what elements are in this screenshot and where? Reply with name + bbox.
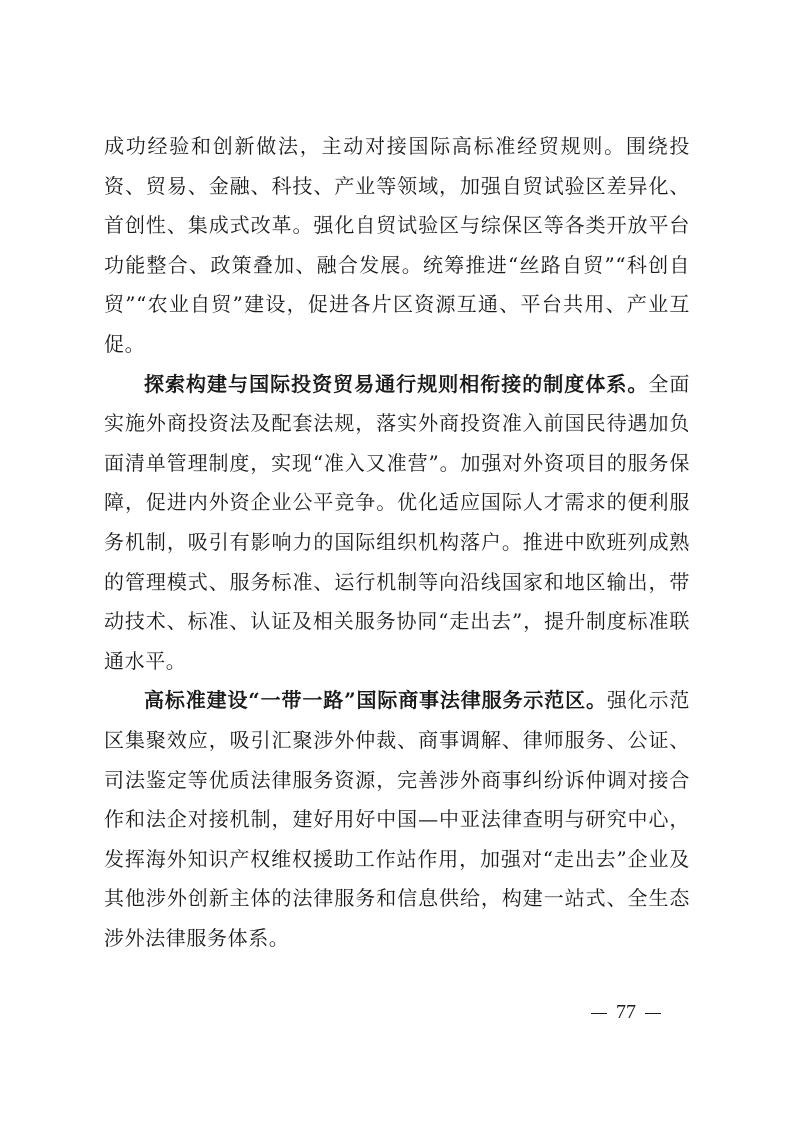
dash-right <box>645 1013 661 1014</box>
paragraph-text: 成功经验和创新做法，主动对接国际高标准经贸规则。围绕投资、贸易、金融、科技、产业等领域，加强自贸试验区差异化、首创性、集成式改革。强化自贸试验区与综保区等各类开放平台功能整合、政策叠加、融合发展。统筹推进“丝路自贸”“科创自贸”“农业自贸”建设，促进各片区资源互通、平台共用、产业互促。 <box>104 134 690 356</box>
paragraph-heading: 探索构建与国际投资贸易通行规则相衔接的制度体系。 <box>144 371 649 396</box>
page-number-value: 77 <box>616 1001 636 1023</box>
paragraph-3 <box>104 681 690 958</box>
paragraph-heading: 高标准建设“一带一路”国际商事法律服务示范区。 <box>144 688 607 713</box>
paragraph-1 <box>104 127 690 365</box>
paragraph-text: 全面实施外商投资法及配套法规，落实外商投资准入前国民待遇加负面清单管理制度，实现“准入又准营”。加强对外资项目的服务保障，促进内外资企业公平竞争。优化适应国际人才需求的便利服务机制，吸引有影响力的国际组织机构落户。推进中欧班列成熟的管理模式、服务标准、运行机制等向沿线国家和地区输出，带动技术、标准、认证及相关服务协同“走出去”，提升制度标准联通水平。 <box>104 371 690 673</box>
document-body <box>104 127 690 958</box>
dash-left <box>591 1013 607 1014</box>
paragraph-text: 强化示范区集聚效应，吸引汇聚涉外仲裁、商事调解、律师服务、公证、司法鉴定等优质法律服务资源，完善涉外商事纠纷诉仲调对接合作和法企对接机制，建好用好中国—中亚法律查明与研究中心，发挥海外知识产权维权援助工作站作用，加强对“走出去”企业及其他涉外创新主体的法律服务和信息供给，构建一站式、全生态涉外法律服务体系。 <box>104 688 690 950</box>
page-number <box>576 1001 676 1024</box>
paragraph-2 <box>104 365 690 682</box>
